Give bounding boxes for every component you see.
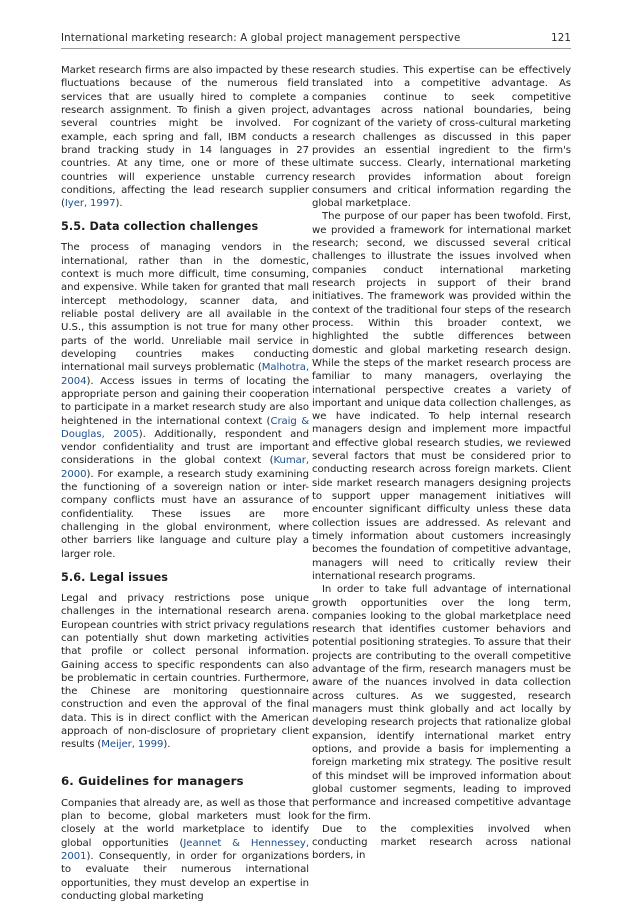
page-number: 121 — [551, 33, 571, 44]
section-heading-5-5: 5.5. Data collection challenges — [61, 220, 259, 234]
citation-link[interactable]: Meijer, 1999 — [101, 739, 164, 751]
text-run: Legal and privacy restrictions pose unique challenges in the international research arena. European countries with strict privacy regulations can potentially shut down marketing activities that profile or collect personal information. Gaining access to specific respondents can also be problematic in certain countries. Furthermore, the Chinese are monitoring questionnaire construction and even the approval of the final data. This is in direct conflict with the American approach of non-disclosure of proprietary client results ( — [61, 592, 309, 751]
text-run: Companies that already are, as well as those that plan to become, global marketers must look closely at the world marketplace to identify global opportunities ( — [61, 797, 309, 849]
citation-link[interactable]: Kumar, 2000 — [61, 455, 309, 480]
citation-link[interactable]: Jeannet & Hennessey, 2001 — [61, 837, 309, 862]
text-run: ). — [115, 198, 123, 210]
text-run: ). For example, a research study examining the functioning of a sovereign nation or inter-company conflicts must have an assurance of confidentiality. These issues are more challenging in the global environment, where other barriers like language and culture play a larger role. — [61, 468, 309, 560]
text-run: The process of managing vendors in the international, rather than in the domestic, context is much more difficult, time consuming, and expensive. While taken for granted that mall intercept methodology, scanner data, and reliable postal delivery are all available in the U.S., this assumption is not true for many other parts of the world. Unreliable mail service in developing countries makes conducting international mail surveys problematic ( — [61, 242, 309, 374]
citation-link[interactable]: Iyer, 1997 — [64, 198, 116, 210]
paragraph-growth-opportunities: In order to take full advantage of international growth opportunities over the long term, companies looking to the global marketplace need research that identifies customer behaviors and potential positioning strategies. To assure that their projects are contributing to the overall competitive advantage of the firm, research managers must be aware of the nuances involved in data collection across cultures. As we suggested, research managers must think globally and act locally by developing research projects that rationalize global expansion, identify international market entry options, and provide a basis for implementing a foreign marketing mix strategy. The positive result of this mindset will be improved information about global customer segments, leading to improved performance and increased competitive advantage for the firm. — [312, 584, 571, 822]
header-rule — [61, 48, 571, 49]
paragraph-competitive-advantage: research studies. This expertise can be effectively translated into a competitive advantage. As companies continue to seek competitive advantages across national boundaries, being cognizant of the variety of cross-cultural marketing research challenges as discussed in this paper provides an essential ingredient to the firm's ultimate success. Clearly, international marketing research provides information about foreign consumers and critical information regarding the global marketplace. — [312, 65, 571, 210]
section-heading-6: 6. Guidelines for managers — [61, 773, 244, 788]
running-header — [61, 33, 571, 49]
citation-link[interactable]: Craig & Douglas, 2005 — [61, 415, 309, 440]
text-run: ). Additionally, respondent and vendor confidentiality and trust are important considerations in the global context ( — [61, 428, 309, 467]
text-run: ). — [163, 739, 171, 751]
paragraph-purpose: The purpose of our paper has been twofold. First, we provided a framework for international market research; second, we discussed several critical challenges to illustrate the issues involved when companies conduct international marketing research projects in support of their brand initiatives. The framework was provided within the context of the traditional four steps of the research process. Within this broader context, we highlighted the subtle differences between domestic and global marketing research design. While the steps of the market research process are familiar to many managers, overlaying the international perspective creates a variety of important and unique data collection challenges, as we have indicated. To help internal research managers design and implement more impactful and effective global research studies, we reviewed several factors that must be considered prior to conducting research across foreign markets. Client side market research managers designing projects to support upper management initiatives will encounter significant difficulty unless these data collection issues are addressed. As relevant and timely information about customers increasingly becomes the foundation of competitive advantage, managers will need to critically review their international research programs. — [312, 211, 571, 582]
text-run: ). Consequently, in order for organizations to evaluate their numerous international opportunities, they must develop an expertise in conducting global marketing — [61, 850, 309, 902]
left-column — [61, 64, 309, 903]
paragraph-complexities: Due to the complexities involved when conducting market research across national borders, in — [312, 823, 571, 862]
paragraph-currency-fluctuations — [61, 64, 309, 210]
running-title: International marketing research: A global project management perspective — [61, 33, 461, 44]
text-run: ). Access issues in terms of locating the appropriate person and gaining their cooperation to participate in a market research study are also heightened in the international context ( — [61, 375, 309, 427]
right-column — [312, 64, 571, 863]
citation-link[interactable]: Malhotra, 2004 — [61, 362, 309, 387]
section-heading-5-6: 5.6. Legal issues — [61, 570, 169, 584]
text-run: Market research firms are also impacted by these fluctuations because of the numerous field services that are usually hired to complete a research assignment. To finish a given project, several countries might be involved. For example, each spring and fall, IBM conducts a brand tracking study in 14 languages in 27 countries. At any time, one or more of these countries will experience unstable currency conditions, affecting the lead research supplier ( — [61, 65, 309, 210]
paragraph-data-collection — [61, 241, 309, 561]
paragraph-guidelines — [61, 797, 309, 903]
paragraph-legal-issues — [61, 592, 309, 752]
